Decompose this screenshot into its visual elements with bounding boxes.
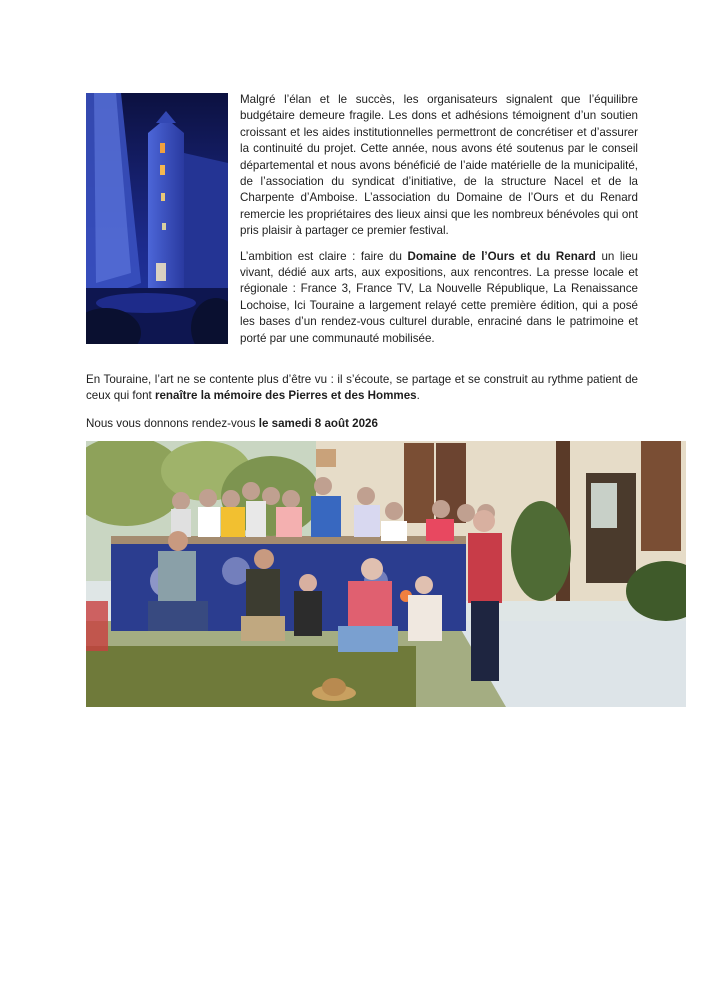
paragraph-ambition: L’ambition est claire : faire du Domaine de l’Ours et du Renard un lieu vivant, dédié aux arts, aux expositions, aux rencontres. La presse locale et régionale : France 3, France TV, La Nouvelle République, La Renaissance Lochoise, Ici Touraine a largement relayé cette première édition, qui a posé les bases d’un rendez-vous culturel durable, enraciné dans le patrimoine et porté par une communauté mobilisée. xyxy=(240,249,638,345)
paragraph-touraine: En Touraine, l’art ne se contente plus d’être vu : il s’écoute, se partage et se construit au rythme patient de ceux qui font renaître la mémoire des Pierres et des Hommes. xyxy=(86,373,638,403)
paragraph-budget: Malgré l’élan et le succès, les organisateurs signalent que l’équilibre budgétaire demeure fragile. Les dons et adhésions témoignent d’un soutien croissant et les aides institutionnelles permettront de concrétiser et d’assurer la continuité du projet. Cette année, nous avons été soutenus par le conseil départemental et nous avons bénéficié de l’aide matérielle de la municipalité, de l’association du syndicat d’initiative, de la structure Nacel et de la Charpente d’Amboise. L’association du Domaine de l’Ours et du Renard remercie les propriétaires des lieux ainsi que les nombreux bénévoles qui ont pris plaisir à partager ce premier festival. xyxy=(240,93,638,238)
group-photo xyxy=(86,441,686,707)
right-column-text xyxy=(240,92,638,356)
paragraph-rendezvous: Nous vous donnons rendez-vous le samedi 8 août 2026 xyxy=(86,417,378,430)
memory-phrase-bold: renaître la mémoire des Pierres et des Hommes xyxy=(154,389,417,403)
domain-name-bold: Domaine de l’Ours et du Renard xyxy=(407,249,596,263)
event-date-bold: le samedi 8 août 2026 xyxy=(258,417,378,430)
night-tower-photo xyxy=(86,93,228,344)
